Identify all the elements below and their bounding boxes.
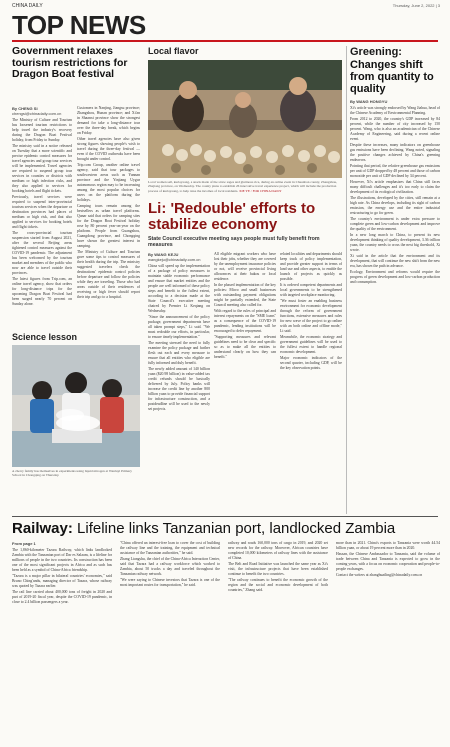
paragraph: Pointing that period, the relative greenhouse gas emissions per unit of GDP dropped by 48 percent and those of carbon monoxide per unit of GDP declined by 34 percent. xyxy=(350,164,440,178)
paragraph: It is ordered competent departments and local governments to be strengthened with targeted workplace monitoring. xyxy=(280,283,342,297)
greening-body xyxy=(350,106,440,512)
paragraph: The meeting stressed the need to fully examine the policy package and further flesh out each and every measure to ensure that all entities who eligible are fully informed and duly benefit. xyxy=(148,341,210,365)
paragraph: "We must foster an enabling business environment for economic development through the reform of government functions, extensive measures and rules for new wave of the project to go online with an both online and offline mode," Li said. xyxy=(280,299,342,333)
railway-tag: Railway: xyxy=(12,520,73,537)
paragraph: Camping tours remain among the bestsellers as urban travel platforms. Qunar said that orders for camping sites for the Dragon Boat Festival holiday rose by 80 percent year-on-year on the platform. People from Guangzhou, Guangdong province, and Chongqing have shown the greatest interest in camping. xyxy=(77,204,140,248)
market-scene-image xyxy=(148,60,342,178)
science-tag: Science lesson xyxy=(12,332,78,342)
paragraph: The latest figures from Trip.com, an online travel agency, show that orders for long-distance trips for the upcoming Dragon Boat Festival had been surged nearly 70 percent on Sunday alone. xyxy=(12,277,72,306)
paragraph: "China offered an interest-free loan to cover the cost of building the railway line and the training, the equipment and technical assistance of the Tanzanian authorities," he said. xyxy=(120,541,220,555)
paragraph: more than in 2021. China's exports to Tanzania were worth 44.54 billion yuan, or about 19 percent more than in 2020. xyxy=(336,541,440,550)
paragraph: In a new long march to China, to present its new development thinking of quality development, 3.36 trillion yuan, the country needs to cross the next big threshold, Xi wrote. xyxy=(350,233,440,252)
paragraph: Contact the writers at zhanghuailing@chinadaily.com.cn xyxy=(336,573,423,577)
local-flavor-photo xyxy=(148,60,342,178)
railway-from-page: From page 1 xyxy=(12,541,36,546)
byline-name: By CHENG SI xyxy=(12,106,38,111)
railway-col4 xyxy=(336,541,440,744)
paragraph: The ministry said in a notice released on Tuesday that a more scientific and precise epidemic control measures for travel agencies and group tour services will be implemented. Travel agencies are required to suspend group tour services in counties or districts with medium or high infection risks, and they also applied to services for booking hotels and flight tickets. xyxy=(12,144,72,193)
railway-rule xyxy=(12,516,438,517)
paragraph: However, Xi's article emphasizes that China still faces many difficult challenges and it's too early to claim the development of its ecological civilization. xyxy=(350,180,440,194)
railway-col3 xyxy=(228,541,328,744)
local-flavor-tag: Local flavor xyxy=(148,46,199,56)
railway-headline xyxy=(12,520,442,537)
paragraph: The cross-provincial tourism suspension started from August 2021, after the several Beijing areas tightened control measures against the COVID-19 pandemic. The adjustment has been welcomed by the tourism market and members of the public who now are able to travel outside their provinces. xyxy=(12,231,72,275)
paragraph: Zhang Liangshu, the chief of the China-Africa Interaction Center, said that Tazara had a railway workforce which worked to Zambia, about 50 trucks a day and traveled throughout the Tanzanian railway network. xyxy=(120,557,220,576)
paragraph: Previously, travel services were required to suspend inter-provincial tourism services when the departure or destination provinces had places of medium or high risk, and that also applied to services for booking hotels and flight tickets. xyxy=(12,195,72,229)
byline-name: By WANG KEJU xyxy=(148,252,179,257)
paragraph: The Ministry of Culture and Tourism has loosened tourism restrictions to help travel the industry's recovery during the Dragon Boat Festival holiday, from Friday to Sunday. xyxy=(12,118,72,142)
paragraph: The newly added amount of 140 billion yuan ($20.98 billion) in value-added tax credit refunds should be basically delivered by July. Policy banks will increase the credit line by another 800 billion yuan to provide financial support for infrastructure construction, and a postdeadline will be used to the newly set projects. xyxy=(148,367,210,411)
paragraph: Major economic indicators of the second quarter, including GDP, will be the key observation points. xyxy=(280,356,342,370)
paragraph: Ecology, Environment and reforms would require the progress of green development and low-carbon production and consumption. xyxy=(350,270,440,284)
paragraph: "Supporting measures and relevant guidelines need to be clear and specific so as to make all the entities to understand clearly on how they can benefit." xyxy=(214,335,276,359)
railway-col1 xyxy=(12,548,112,744)
li-byline xyxy=(148,252,210,262)
header-rule xyxy=(12,40,438,42)
paragraph: The illustrations, developed by the cities, still remain at a high rate. As China develops, including its sight of carbon emission, the energy use and the entire industrial restructuring to go for green. xyxy=(350,196,440,215)
science-photo xyxy=(12,345,140,467)
tourism-headline: Government relaxes tourism restrictions for Dragon Boat festival xyxy=(12,45,128,80)
paragraph: From 2012 to 2020, the country's GDP increased by 84 percent, while the number of city increased by 150 percent. Wang, who is also an academician of the Chinese Academy of Engineering, said during a recent online event. xyxy=(350,117,440,141)
paragraph: All eligible migrant workers who have lost their jobs, whether they are covered by the unemployment insurance policies or not, will receive provincial living allowances at their hukou or local residence. xyxy=(214,252,276,281)
paragraph: In the phased implementation of the key policies: Micro and small businesses with outstanding payment obligations might be partially extended, the State Council meeting also called for. xyxy=(214,283,276,307)
tourism-body-col2 xyxy=(77,106,140,326)
paragraph: The Ministry of Culture and Tourism gave some tips to control measures of their health during the trip. The ministry suggested travelers check the destinations' epidemic control policies before departure and follow the policies while they are traveling. Those who had areas outside of their residences of receiving or high fever should report their trip and go to a hospital. xyxy=(77,250,140,299)
science-class-image xyxy=(12,345,140,467)
paragraph: related localities and departments should keep track of policy implementation, and provide greater support in terms of land use and other aspects, to enable the launch of projects as quickly as possible. xyxy=(280,252,342,281)
paragraph: "The railway continues to benefit the economic growth of the region and the social and economic development of both countries," Zhang said. xyxy=(228,578,328,592)
paragraph: Customers in Nanjing, Jiangsu province; Zhangzhou, Hunan province; and Xi'an in Shaanxi province show the strongest demand for take a long-distance tour over the three-day break, which begins on Friday. xyxy=(77,106,140,135)
paragraph: The rail line carried about 400,000 tons of freight in 2020 and part of 2019-20 fiscal year, despite the COVID-19 pandemic, in close to 2.4 billion passengers a year. xyxy=(12,590,112,604)
paragraph: With regard to the rules of principal and interest repayments on the "SME loans" as a consequence of the COVID-19 pandemic, lending institutions will be encouraged to defer repayment. xyxy=(214,309,276,333)
paragraph: Xi's article was strongly endorsed by Wang Jiahua, head of the Chinese Academy of Environmental Planning. xyxy=(350,106,440,115)
photo-credit: XIE YE / FOR CHINA DAILY xyxy=(239,188,282,193)
paragraph: Despite these increases, many indicators on greenhouse gas emissions have been declining. Wang noted, signaling the positive changes achieved by China's greening endeavors. xyxy=(350,143,440,162)
li-body-col2 xyxy=(214,252,276,512)
greening-tag: Greening: xyxy=(350,46,402,58)
masthead xyxy=(0,0,450,44)
greening-divider xyxy=(346,46,347,514)
issue-date: Thursday, June 2, 2022 | 3 xyxy=(392,3,440,8)
paragraph: Meanwhile, the economic strategy and government guidelines will be used to the fullest extent to handle regional economic development. xyxy=(280,335,342,354)
paragraph: Xi said in the article that the environment and its development, that will continue the new shift from the new era, has shown the path in advance. xyxy=(350,254,440,268)
railway-title: Lifeline links Tanzanian port, landlocked Zambia xyxy=(77,520,396,537)
paragraph: railway and roads 160,000 tons of cargo in 2019, and 2020 set new records for the railway. Moreover, African countries have completed 10,000 kilometers of railway lines with the assistance of China. xyxy=(228,541,328,560)
paragraph: Hassan, the Chinese Ambassador to Tanzania, said the volume of trade between China and Tanzania is expected to grow in the coming years, with a focus on economic cooperation and people-to-people exchanges. xyxy=(336,552,440,571)
li-headline: Li: 'Redouble' efforts to stabilize economy xyxy=(148,200,316,233)
byline-email: chengsi@chinadaily.com.cn xyxy=(12,111,62,116)
greening-byline: By WANG HONGYU xyxy=(350,99,388,104)
paragraph: "Since the announcement of the policy package, government departments have all taken prompt steps," Li said. "We must redouble our efforts, in particular, to ensure timely implementation." xyxy=(148,315,210,339)
li-body-col3 xyxy=(280,252,342,512)
paragraph: China will speed up the implementation of a package of policy measures to maintain stable economic performance and ensure that market entities and the people are well informed of these policy steps and benefit to the fullest extent, according to a decision made at the State Council's executive meeting chaired by Premier Li Keqiang on Wednesday. xyxy=(148,264,210,313)
local-flavor-caption xyxy=(148,180,342,193)
li-body-col1 xyxy=(148,264,210,512)
section-title: TOP NEWS xyxy=(12,10,146,40)
paragraph: "Tazara is a major pillar in bilateral countries' economies," said Bruno Ching'andu, managing director of Tazara, whose railway was quoted by Tazara earlier. xyxy=(12,574,112,588)
tourism-byline xyxy=(12,106,72,116)
science-caption: A cherry family has themselves in experiments using liquid nitrogen at Wanluyi Primary School in Chongqing on Thursday. xyxy=(12,469,133,478)
paragraph: The Belt and Road Initiative was launched the same year as Xi's visit, the infrastructure projects that have been established continue to benefit the two countries. xyxy=(228,562,328,576)
byline-email: wangkeju@chinadaily.com.cn xyxy=(148,257,201,262)
newspaper-logo: CHINA DAILY xyxy=(12,3,43,9)
paragraph: The 1,860-kilometer Tazara Railway, which links landlocked Zambia with the Tanzanian port of Dar es Salaam, is a lifeline for millions of people in the two countries. Its construction has been one of the most significant projects in Africa and as such has been held as a symbol of China-Africa friendship. xyxy=(12,548,112,572)
paragraph: Other travel agencies have also given strong figures showing people's wish to travel during the three-day festival — even if the COVID outbreaks have been brought under control. xyxy=(77,137,140,161)
paragraph: The country's environment is under extra pressure to complete green and low-carbon development and improve the quality of the environment. xyxy=(350,217,440,231)
paragraph: "We were saying to Chinese investors that Tazara is one of the most important routes for transportation," he said. xyxy=(120,578,220,587)
greening-headline: Changes shift from quantity to quality xyxy=(350,59,434,95)
caption-text: Local women sell, kuriayaong, a snack made of the straw sages and glutinous rice, during an online event in Chuanban county, Zhangzhou, Zhejiang province, on Wednesday. The county plans to establish 26 innovative travel experience project, which will include the production process of kuriayaong, to help raise the incomes of local residents. xyxy=(148,180,338,193)
railway-col2 xyxy=(120,541,220,744)
tourism-body-col1 xyxy=(12,118,72,326)
li-subhead: State Council executive meeting says people must fully benefit from measures xyxy=(148,236,320,248)
paragraph: Trip.com Group, another online travel agency, said that tour packages to southwestern areas such as Yunnan province and the Yinjiang Uygur autonomous region may to be increasing among the most popular choices for users on the platform during the holidays. xyxy=(77,163,140,202)
